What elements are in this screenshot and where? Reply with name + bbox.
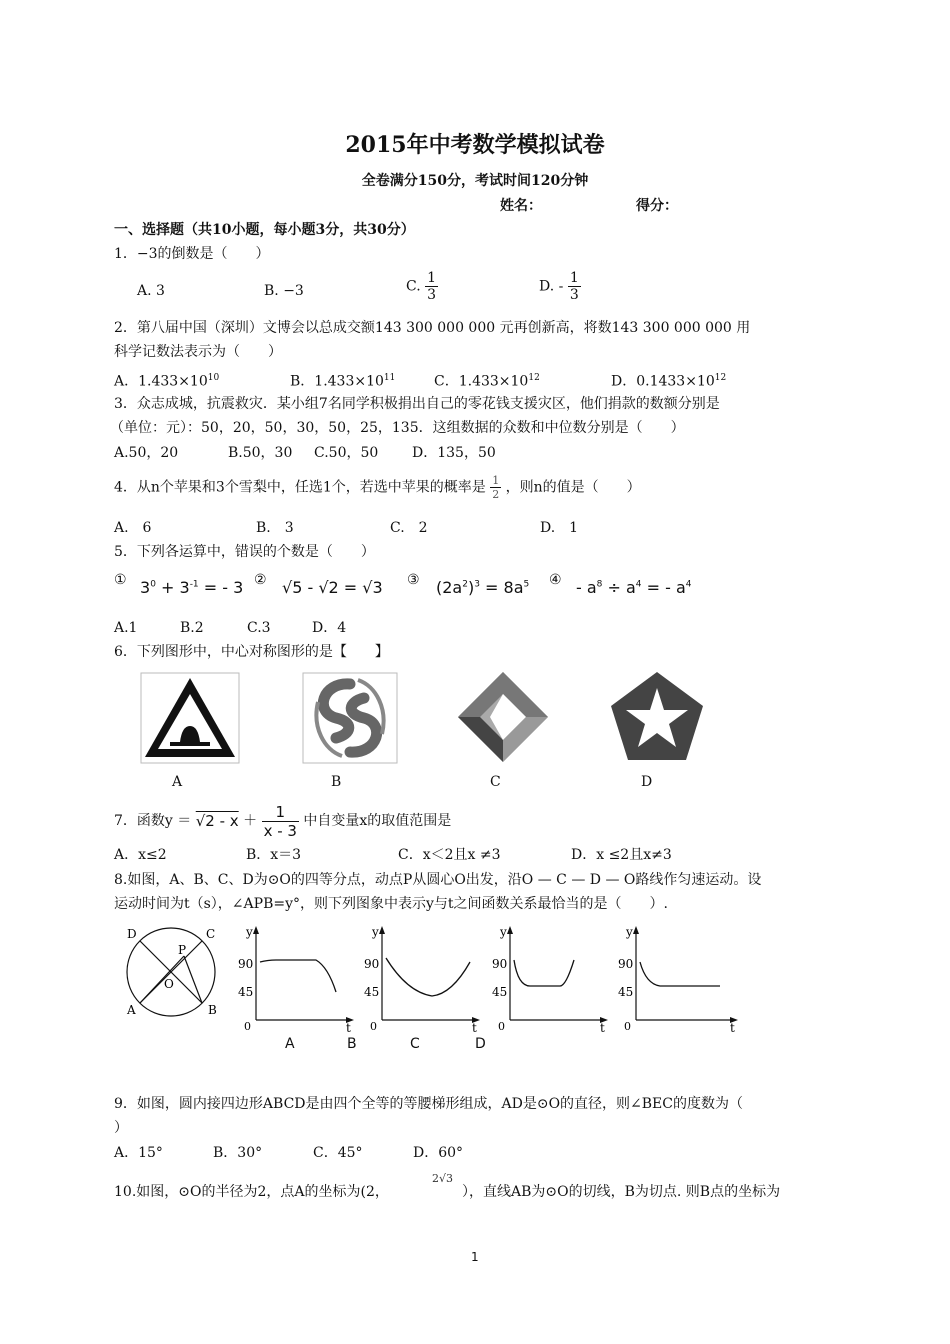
page-number: 1 [471,1250,479,1264]
q8-point-p: P [178,943,187,957]
q8-graph-a-origin: 0 [244,1020,251,1032]
q9-line1: 9．如图，圆内接四边形ABCD是由四个全等的等腰梯形组成，AD是⊙O的直径，则∠BEC的度数为（ [114,1096,743,1112]
q8-graph-c-tick-90: 90 [492,957,508,971]
q8-graph-d-origin: 0 [624,1020,631,1032]
exam-subtitle: 全卷满分150分，考试时间120分钟 [361,173,589,189]
q5-marker-3: ③ [407,572,420,588]
q6-label-a: A [172,774,183,790]
q6-label-b: B [331,774,342,790]
q1-option-a: A. 3 [137,283,165,299]
q8-label-a: A [285,1036,295,1052]
q8-graph-d-tick-45: 45 [618,985,634,999]
q5-expression-1: $3^0 + 3^{-1}$ = - 3 [140,578,244,597]
q9-option-b: B．30° [213,1145,263,1161]
exam-title: 2015年中考数学模拟试卷 [345,132,605,158]
q2-line2: 科学记数法表示为（ ） [114,344,282,360]
q8-graph-c-curve [514,960,574,986]
q4-option-b: B. 3 [256,520,294,536]
q10-text-start: 10.如图，⊙O的半径为2，点A的坐标为(2， [114,1184,389,1200]
q8-point-c: C [206,927,216,941]
q8-graph-b-curve [386,958,470,996]
q5-expression-2: √5 - √2 = √3 [282,578,383,597]
q2-option-a: A．$1.433\times 10^{10}$ [114,373,220,390]
q9-option-a: A．15° [114,1145,163,1161]
q7-option-a: A．x≤2 [114,847,167,863]
q6-figure-d [608,670,706,764]
q8-graph-d-t-label: t [730,1021,735,1032]
q5-stem: 5．下列各运算中，错误的个数是（ ） [114,544,375,560]
q5-option-a: A.1 [114,620,138,636]
q8-graph-c-t-label: t [600,1021,605,1032]
q3-line2: （单位：元）：50，20，50，30，50，25，135．这组数据的众数和中位数分别是（ ） [110,420,685,436]
q8-graph-b-y-label: y [372,925,379,939]
q4-fraction: $\frac{1}{2}$ [492,474,500,501]
q8-graph-d-curve [640,962,720,986]
q8-graph-d [616,922,740,1032]
q1-option-b: B. −3 [264,283,304,299]
name-label: 姓名： [500,198,542,214]
q5-expression-3: $(2a^2)^3 = 8a^5$ [436,578,530,597]
q7-option-b: B．x＝3 [246,847,302,863]
q2-option-d: D．$0.1433\times 10^{12}$ [611,373,727,390]
q5-marker-1: ① [114,572,127,588]
q7-option-d: D．x ≤2且x≠3 [571,847,672,863]
q5-marker-2: ② [254,572,267,588]
q8-graph-d-tick-90: 90 [618,957,634,971]
q8-graph-c-tick-45: 45 [492,985,508,999]
q4-option-c: C. 2 [390,520,428,536]
q9-line2: ） [114,1120,128,1136]
q5-option-d: D．4 [312,620,347,636]
q8-graph-b-y-arrow [379,926,385,934]
q5-marker-4: ④ [549,572,562,588]
q8-graph-b [362,922,482,1032]
q4-option-a: A. 6 [114,520,152,536]
q6-figure-a [140,672,240,764]
q6-label-c: C [490,774,501,790]
q8-graph-c [490,922,610,1032]
q8-point-o: O [164,977,174,991]
q4-option-d: D. 1 [540,520,579,536]
q8-point-a: A [127,1003,136,1017]
q6-figure-b [302,672,398,764]
q1-option-c: C. $\frac{1}{3}$ [406,270,437,303]
q8-graph-a-curve [260,960,336,992]
q7-fraction: $\frac{1}{x - 3}$ [263,802,297,840]
q8-line1: 8.如图，A、B、C、D为⊙O的四等分点，动点P从圆心O出发，沿O — C — D — O路线作匀速运动。设 [114,872,762,888]
q5-option-b: B.2 [180,620,204,636]
q1-option-d: D. - $\frac{1}{3}$ [539,270,579,303]
section-heading: 一、选择题（共10小题，每小题3分，共30分） [114,222,415,238]
q1-stem: 1．−3的倒数是（ ） [114,246,270,262]
q8-graph-b-origin: 0 [370,1020,377,1032]
q2-option-c: C．$1.433\times 10^{12}$ [434,373,540,390]
q10-text-end: ），直线AB为⊙O的切线，B为切点. 则B点的坐标为 [462,1184,781,1200]
q9-option-c: C．45° [313,1145,363,1161]
q8-point-b: B [208,1003,217,1017]
q8-point-d: D [127,927,137,941]
q8-graph-a-tick-90: 90 [238,957,254,971]
q8-graph-a-t-label: t [346,1021,351,1032]
q8-label-d: D [475,1036,486,1052]
q6-figure-c [456,670,550,764]
q8-graph-b-t-label: t [472,1021,477,1032]
q3-option-d: D．135，50 [412,445,496,461]
q8-graph-a [236,922,356,1032]
q8-circle-figure [118,922,230,1022]
q8-graph-b-tick-45: 45 [364,985,380,999]
q3-option-c: C.50，50 [314,445,379,461]
q1-fraction-d: $\frac{1}{3}$ [569,270,579,303]
q5-expression-4: - $a^8 \div a^4$ = - $a^4$ [576,578,692,597]
q3-option-b: B.50，30 [228,445,293,461]
q10-coordinate: 2√3 [432,1172,454,1185]
q6-stem: 6．下列图形中，中心对称图形的是【 】 [114,644,389,660]
score-label: 得分： [636,198,678,214]
q2-line1: 2．第八届中国（深圳）文博会以总成交额143 300 000 000 元再创新高，将数143 300 000 000 用 [114,320,751,336]
q6-label-d: D [641,774,653,790]
q8-graph-a-y-label: y [246,925,253,939]
q8-graph-a-y-arrow [253,926,259,934]
q1-fraction-c: $\frac{1}{3}$ [427,270,437,303]
q9-option-d: D．60° [413,1145,464,1161]
q7-option-c: C．x＜2且x ≠3 [398,847,501,863]
q8-graph-c-origin: 0 [498,1020,505,1032]
q8-graph-d-y-arrow [633,926,639,934]
q8-label-c: C [410,1036,420,1052]
q5-option-c: C.3 [247,620,271,636]
q2-option-b: B．$1.433\times 10^{11}$ [290,373,396,390]
q8-graph-a-tick-45: 45 [238,985,254,999]
q8-graph-b-tick-90: 90 [364,957,380,971]
q8-line2: 运动时间为t（s），∠APB=y°，则下列图象中表示y与t之间函数关系最恰当的是（ ）. [114,896,668,912]
q7-stem: 7．函数y ＝ √2 - x ＋ $\frac{1}{x - 3}$ 中自变量x的取值范围是 [114,802,452,840]
q8-graph-c-y-label: y [500,925,507,939]
q8-label-b: B [347,1036,357,1052]
q8-graph-c-y-arrow [507,926,513,934]
q3-option-a: A.50，20 [114,445,179,461]
q3-line1: 3．众志成城，抗震救灾．某小组7名同学积极捐出自己的零花钱支援灾区，他们捐款的数额分别是 [114,396,720,412]
q8-graph-d-y-label: y [626,925,633,939]
q4-stem: 4．从n个苹果和3个雪梨中，任选1个，若选中苹果的概率是 $\frac{1}{2}$ ，则n的值是（ ） [114,474,641,501]
